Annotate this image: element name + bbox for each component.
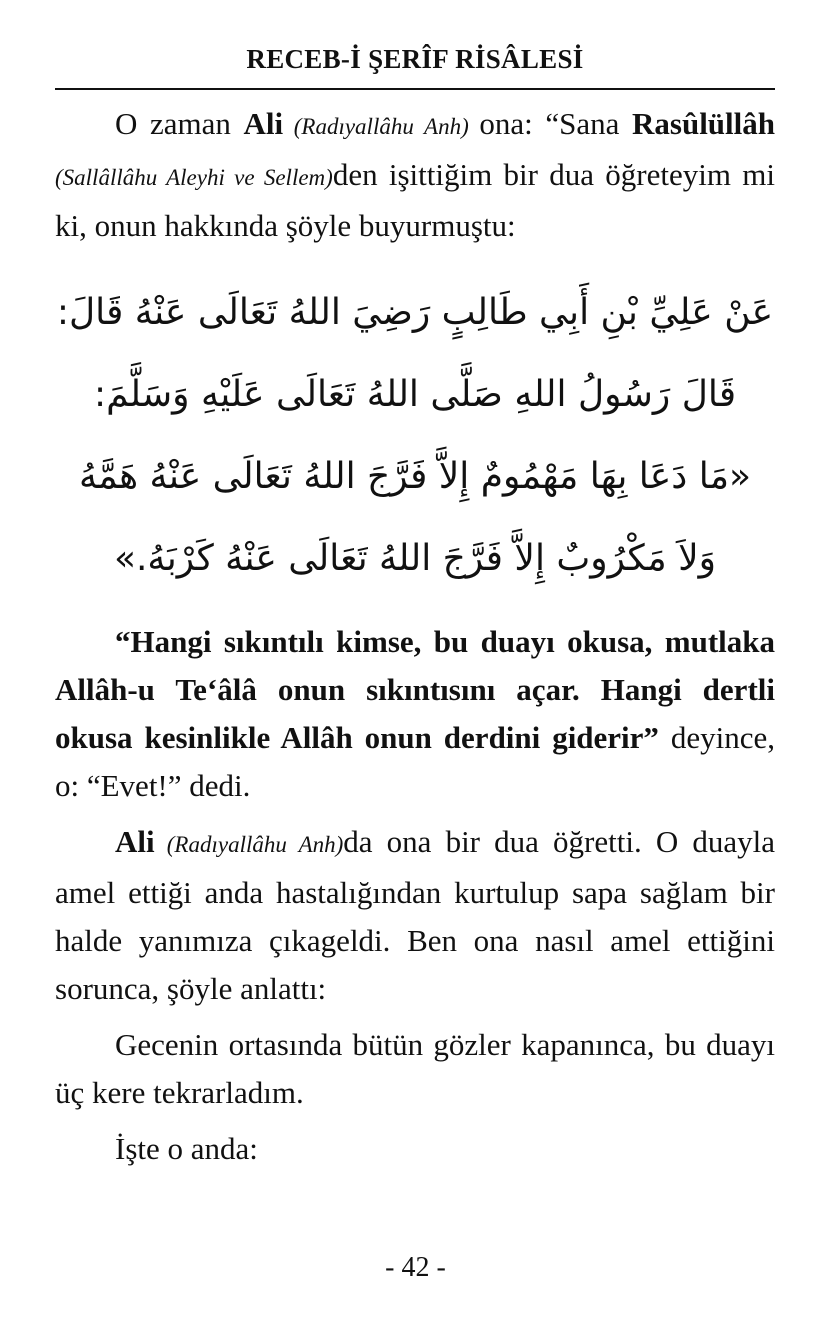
translation-bold: “Hangi sıkıntılı kimse, bu duayı okusa, mutlaka Allâh-u Te‘âlâ onun sıkıntısını açar. Hangi dertli okusa kesinlikle Allâh onun derdini giderir” <box>55 624 775 755</box>
page-number: - 42 - <box>385 1252 446 1283</box>
arabic-line-2: قَالَ رَسُولُ اللهِ صَلَّى اللهُ تَعَالَى عَلَيْهِ وَسَلَّمَ: <box>93 374 737 415</box>
paragraph-translation <box>55 618 775 810</box>
text-run: ona: “Sana <box>479 106 632 141</box>
text-run: deyince, o: “Evet!” dedi. <box>55 720 775 803</box>
salutation-radiyallahu: (Radıyallâhu Anh) <box>154 832 344 857</box>
name-ali: Ali <box>115 824 155 859</box>
text-run: den işittiğim bir dua öğreteyim mi ki, onun hakkında şöyle buyurmuştu: <box>55 157 776 243</box>
salutation-radiyallahu: (Radıyallâhu Anh) <box>283 114 480 139</box>
salutation-sallallahu: (Sallâllâhu Aleyhi ve Sellem) <box>55 165 333 190</box>
name-ali: Ali <box>243 106 284 141</box>
arabic-line-1: عَنْ عَلِيِّ بْنِ أَبِي طَالِبٍ رَضِيَ اللهُ تَعَالَى عَنْهُ قَالَ: <box>56 292 774 333</box>
running-header: RECEB-İ ŞERÎF RİSÂLESİ <box>246 44 584 74</box>
arabic-line-3: «مَا دَعَا بِهَا مَهْمُومٌ إِلاَّ فَرَّجَ اللهُ تَعَالَى عَنْهُ هَمَّهُ <box>78 456 751 497</box>
text-run: O zaman <box>115 106 244 141</box>
page-body <box>55 100 775 1173</box>
paragraph-night: Gecenin ortasında bütün gözler kapanınca, bu duayı üç kere tekrarladım. <box>55 1027 775 1110</box>
paragraph-intro <box>55 100 775 250</box>
header-rule <box>55 88 775 90</box>
text-run: da ona bir dua öğretti. O duayla amel ettiği anda hastalığından kurtulup sapa sağlam bir halde yanımıza çıkageldi. Ben ona nasıl amel ettiğini sorunca, şöyle anlattı: <box>55 824 775 1006</box>
paragraph-ali-taught <box>55 818 775 1013</box>
paragraph-at-that-moment: İşte o anda: <box>115 1131 258 1166</box>
name-rasulullah: Rasûlüllâh <box>632 106 776 141</box>
arabic-line-4: وَلاَ مَكْرُوبٌ إِلاَّ فَرَّجَ اللهُ تَعَالَى عَنْهُ كَرْبَهُ.» <box>113 538 717 579</box>
arabic-hadith-block <box>55 272 775 600</box>
